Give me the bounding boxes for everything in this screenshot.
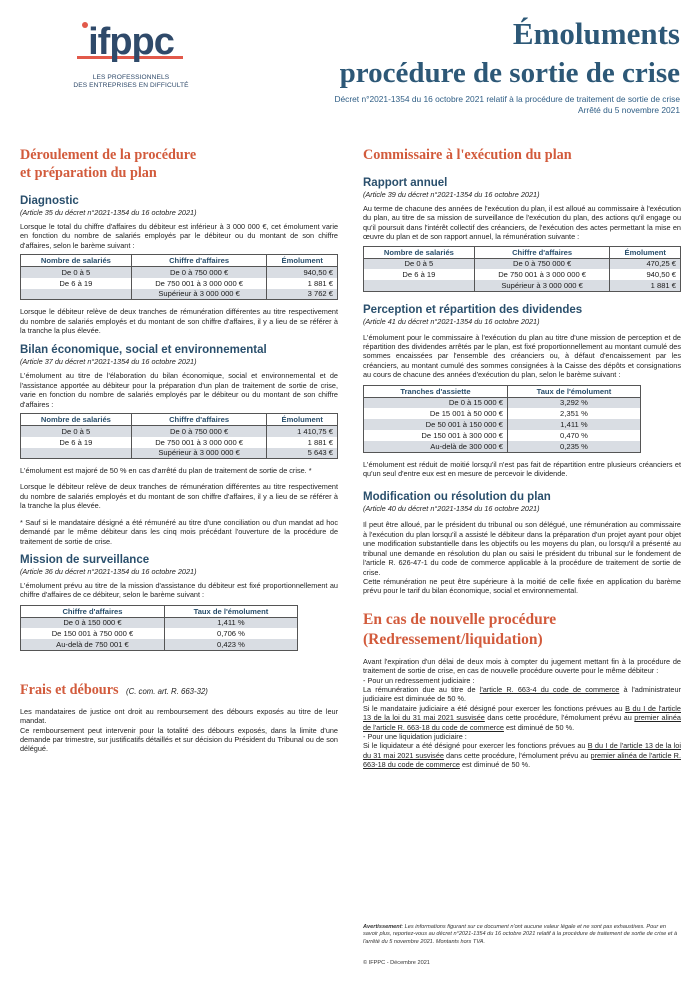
surveillance-intro: L'émolument prévu au titre de la mission d'assistance du débiteur est fixé proportionnellement au chiffre d'affaires de ce débiteur, selon le barème suivant : (20, 580, 338, 600)
article-r-663-18-link[interactable]: premier alinéa de l'article R. 663-18 du code de commerce (363, 713, 681, 732)
table-header: Nombre de salariés Chiffre d'affaires Émolument (21, 414, 338, 426)
table-row: De 150 001 à 300 000 € 0,470 % (364, 430, 641, 441)
svg-text:ifppc: ifppc (88, 21, 174, 63)
table-row: De 0 à 150 000 € 1,411 % (21, 617, 298, 628)
bilan-ref: (Article 37 du décret n°2021-1354 du 16 octobre 2021) (20, 357, 197, 367)
frais-p2: Ce remboursement peut intervenir pour la totalité des débours exposés, dans la limite d'une demande par trimestre, sur justificatifs détaillés et sur décision du Président du Tribunal ou de son délégué. (20, 725, 338, 754)
disclaimer: Avertissement: Les informations figurant sur ce document n'ont aucune valeur légale et ne sont pas exhaustives. Pour en savoir plus, reportez-vous au décret n°2021-1354 du 16 octobre 2021 relatif à la procédure de traitement de sortie de crise et à l'arrêté du 5 novembre 2021. Montants hors TVA. (363, 924, 678, 945)
bilan-footnote: * Sauf si le mandataire désigné a été rémunéré au titre d'une conciliation ou d'un mandat ad hoc demandé par le même débiteur dans les cinq mois précédant l'ouverture de la procédure de traitement de sortie de crise. (20, 517, 338, 546)
section-title-deroulement: Déroulement de la procédure et préparation du plan (20, 147, 197, 181)
table-row: De 0 à 5 De 0 à 750 000 € 1 410,75 € (21, 426, 338, 437)
table-row: De 6 à 19 De 750 001 à 3 000 000 € 1 881 € (21, 278, 338, 289)
ifppc-logo-mark (72, 20, 190, 70)
bilan-intro: L'émolument au titre de l'élaboration du bilan économique, social et environnemental et de l'assistance apportée au débiteur pour la préparation d'un plan de traitement de sortie de crise, varie en fonction du nombre de salariés employés par le débiteur ou du montant de son chiffre d'affaires : (20, 371, 338, 409)
surveillance-ref: (Article 36 du décret n°2021-1354 du 16 octobre 2021) (20, 566, 197, 576)
header (0, 0, 700, 135)
table-row: Au-delà de 750 001 € 0,423 % (21, 639, 298, 650)
left-column (20, 146, 338, 754)
frais-ref: (C. com. art. R. 663-32) (125, 686, 208, 696)
table-row: Supérieur à 3 000 000 € 3 762 € (21, 289, 338, 300)
frais-heading: Frais et débours (C. com. art. R. 663-32) (20, 681, 208, 698)
article-r-663-18-link-2[interactable]: premier alinéa de l'article R. 663-18 du code de commerce (363, 750, 681, 770)
rapport-ref: (Article 39 du décret n°2021-1354 du 16 octobre 2021) (363, 190, 540, 199)
table-row: De 0 à 15 000 € 3,292 % (364, 397, 641, 408)
rapport-table (363, 246, 681, 292)
nouvelle-liquidateur-text: Si le liquidateur a été désigné pour exercer les fonctions prévues au B du I de l'article 13 de la loi du 31 mai 2021 susvisée dans cette procédure, l'émolument prévu au premier alinéa de l'article R. 663-18 du code de commerce est diminué de 50 %. (363, 741, 681, 770)
nouvelle-redressement-text: La rémunération due au titre de l'article R. 663-4 du code de commerce à l'administrateur judiciaire est diminuée de 50 %. (363, 684, 681, 704)
modification-heading: Modification ou résolution du plan (363, 491, 551, 504)
table-header: Nombre de salariés Chiffre d'affaires Émolument (21, 255, 338, 267)
loi-31-mai-2021-link-2[interactable]: B du I de l'article 13 de la loi du 31 mai 2021 susvisée (363, 741, 681, 760)
nouvelle-mandataire-text: Si le mandataire judiciaire a été désigné pour exercer les fonctions prévues au B du I de l'article 13 de la loi du 31 mai 2021 susvisée dans cette procédure, l'émolument prévu au premier alinéa de l'article R. 663-18 du code de commerce est diminué de 50 %. (363, 703, 681, 732)
table-header: Nombre de salariés Chiffre d'affaires Émolument (364, 246, 681, 258)
diagnostic-intro: Lorsque le total du chiffre d'affaires du débiteur est inférieur à 3 000 000 €, cet émolument varie en fonction du nombre de salariés employés par le débiteur ou du montant de son chiffre d'affaires, selon le barème suivant : (20, 222, 338, 250)
table-row: Au-delà de 300 000 € 0,235 % (364, 441, 641, 452)
diagnostic-ref: (Article 35 du décret n°2021-1354 du 16 octobre 2021) (20, 208, 197, 217)
perception-table (363, 385, 641, 453)
perception-intro: L'émolument pour le commissaire à l'exécution du plan au titre d'une mission de perception et de répartition des dividendes arrêtés par le plan, est fixé proportionnellement au montant cumulé des sommes encaissées par l'ensemble des créanciers ou, à défaut d'encaissement par les créanciers, au montant cumulé des sommes consignées à la Caisse des dépôts et consignations au cours de chacune des années d'exécution du plan, selon le barème suivant : (363, 332, 681, 380)
modification-ref: (Article 40 du décret n°2021-1354 du 16 octobre 2021) (363, 504, 540, 514)
diagnostic-table (20, 254, 338, 300)
loi-31-mai-2021-link[interactable]: B du I de l'article 13 de la loi du 31 mai 2021 susvisée (363, 703, 681, 723)
table-header: Chiffre d'affaires Taux de l'émolument (21, 605, 298, 617)
table-row: De 50 001 à 150 000 € 1,411 % (364, 419, 641, 430)
table-row: De 6 à 19 De 750 001 à 3 000 000 € 940,50 € (364, 269, 681, 280)
logo-subtitle: LES PROFESSIONNELS DES ENTREPRISES EN DIFFICULTÉ (73, 74, 189, 89)
surveillance-heading: Mission de surveillance (20, 553, 150, 566)
nouvelle-procedure-heading: En cas de nouvelle procédure (Redressement/liquidation) (363, 610, 557, 648)
bilan-majoration: L'émolument est majoré de 50 % en cas d'arrêté du plan de traitement de sortie de crise. * (20, 466, 312, 476)
decree-reference: Décret n°2021-1354 du 16 octobre 2021 relatif à la procédure de traitement de sortie de crise (334, 94, 680, 104)
perception-after: L'émolument est réduit de moitié lorsqu'il n'est pas fait de répartition entre plusieurs créanciers et qu'un seul d'entre eux est en mesure de percevoir le dividende. (363, 459, 681, 479)
right-column (363, 146, 681, 770)
arrete-reference: Arrêté du 5 novembre 2021 (578, 104, 680, 115)
perception-ref: (Article 41 du décret n°2021-1354 du 16 octobre 2021) (363, 316, 540, 326)
page-title (334, 16, 680, 115)
bilan-table (20, 413, 338, 459)
nouvelle-redressement-label: - Pour un redressement judiciaire : (363, 675, 475, 685)
nouvelle-liquidation-label: - Pour une liquidation judiciaire : (363, 731, 467, 741)
section-title-commissaire: Commissaire à l'exécution du plan (363, 147, 572, 163)
copyright: © IFPPC - Décembre 2021 (363, 960, 430, 966)
table-row: De 0 à 5 De 0 à 750 000 € 470,25 € (364, 258, 681, 269)
rapport-intro: Au terme de chacune des années de l'exécution du plan, il est alloué au commissaire à l'exécution du plan, au titre de sa mission de surveillance de l'exécution du plan, des actions qu'il engage ou qu'il poursuit dans l'intérêt collectif des créanciers, de l'exécution des actes permettant la mise en œuvre du plan et de son rapport annuel, la rémunération suivante : (363, 204, 681, 242)
table-row: De 15 001 à 50 000 € 2,351 % (364, 408, 641, 419)
bilan-tranches: Lorsque le débiteur relève de deux tranches de rémunération différentes au titre respectivement du nombre de salariés employés et du montant de son chiffre d'affaires, il y a lieu de se référer à la tranche la plus élevée. (20, 482, 338, 511)
article-r-663-4-link[interactable]: l'article R. 663-4 du code de commerce (479, 684, 620, 694)
nouvelle-intro: Avant l'expiration d'un délai de deux mois à compter du jugement mettant fin à la procédure de traitement de sortie de crise, en cas de nouvelle procédure ouverte pour le même débiteur : (363, 656, 681, 676)
perception-heading: Perception et répartition des dividendes (363, 303, 583, 316)
table-row: De 6 à 19 De 750 001 à 3 000 000 € 1 881 € (21, 437, 338, 448)
surveillance-table (20, 605, 298, 651)
table-row: De 0 à 5 De 0 à 750 000 € 940,50 € (21, 267, 338, 278)
table-row: De 150 001 à 750 000 € 0,706 % (21, 628, 298, 639)
rapport-heading: Rapport annuel (363, 177, 448, 189)
diagnostic-after: Lorsque le débiteur relève de deux tranches de rémunération différentes au titre respectivement du nombre de salariés employés et du montant de son chiffre d'affaires, il y a lieu de se référer à la tranche la plus élevée. (20, 307, 338, 336)
diagnostic-heading: Diagnostic (20, 195, 79, 207)
frais-p1: Les mandataires de justice ont droit au remboursement des débours exposés au titre de leur mandat. (20, 706, 338, 726)
table-row: Supérieur à 3 000 000 € 5 643 € (21, 448, 338, 459)
modification-p1: Il peut être alloué, par le président du tribunal ou son délégué, une rémunération au commissaire à l'exécution du plan lorsqu'il a assisté le débiteur dans la préparation d'un projet ayant pour objet une modification substantielle dans les objectifs ou les moyens du plan, ou lorsqu'il a présenté au tribunal une demande en résolution du plan ou saisi le président du tribunal sur le fondement de l'article R. 626-47-1 du code de commerce applicable à la procédure de traitement de sortie de crise. (363, 520, 681, 577)
table-row: Supérieur à 3 000 000 € 1 881 € (364, 280, 681, 291)
title-line-1: Émoluments (512, 16, 680, 51)
modification-p2: Cette rémunération ne peut être supérieure à la moitié de celle fixée en application du barème prévu pour le tarif du bilan économique, social et environnemental. (363, 576, 681, 596)
title-line-2: procédure de sortie de crise (339, 57, 680, 89)
table-header: Tranches d'assiette Taux de l'émolument (364, 385, 641, 397)
ifppc-logo (66, 20, 196, 89)
bilan-heading: Bilan économique, social et environnemental (20, 344, 267, 357)
